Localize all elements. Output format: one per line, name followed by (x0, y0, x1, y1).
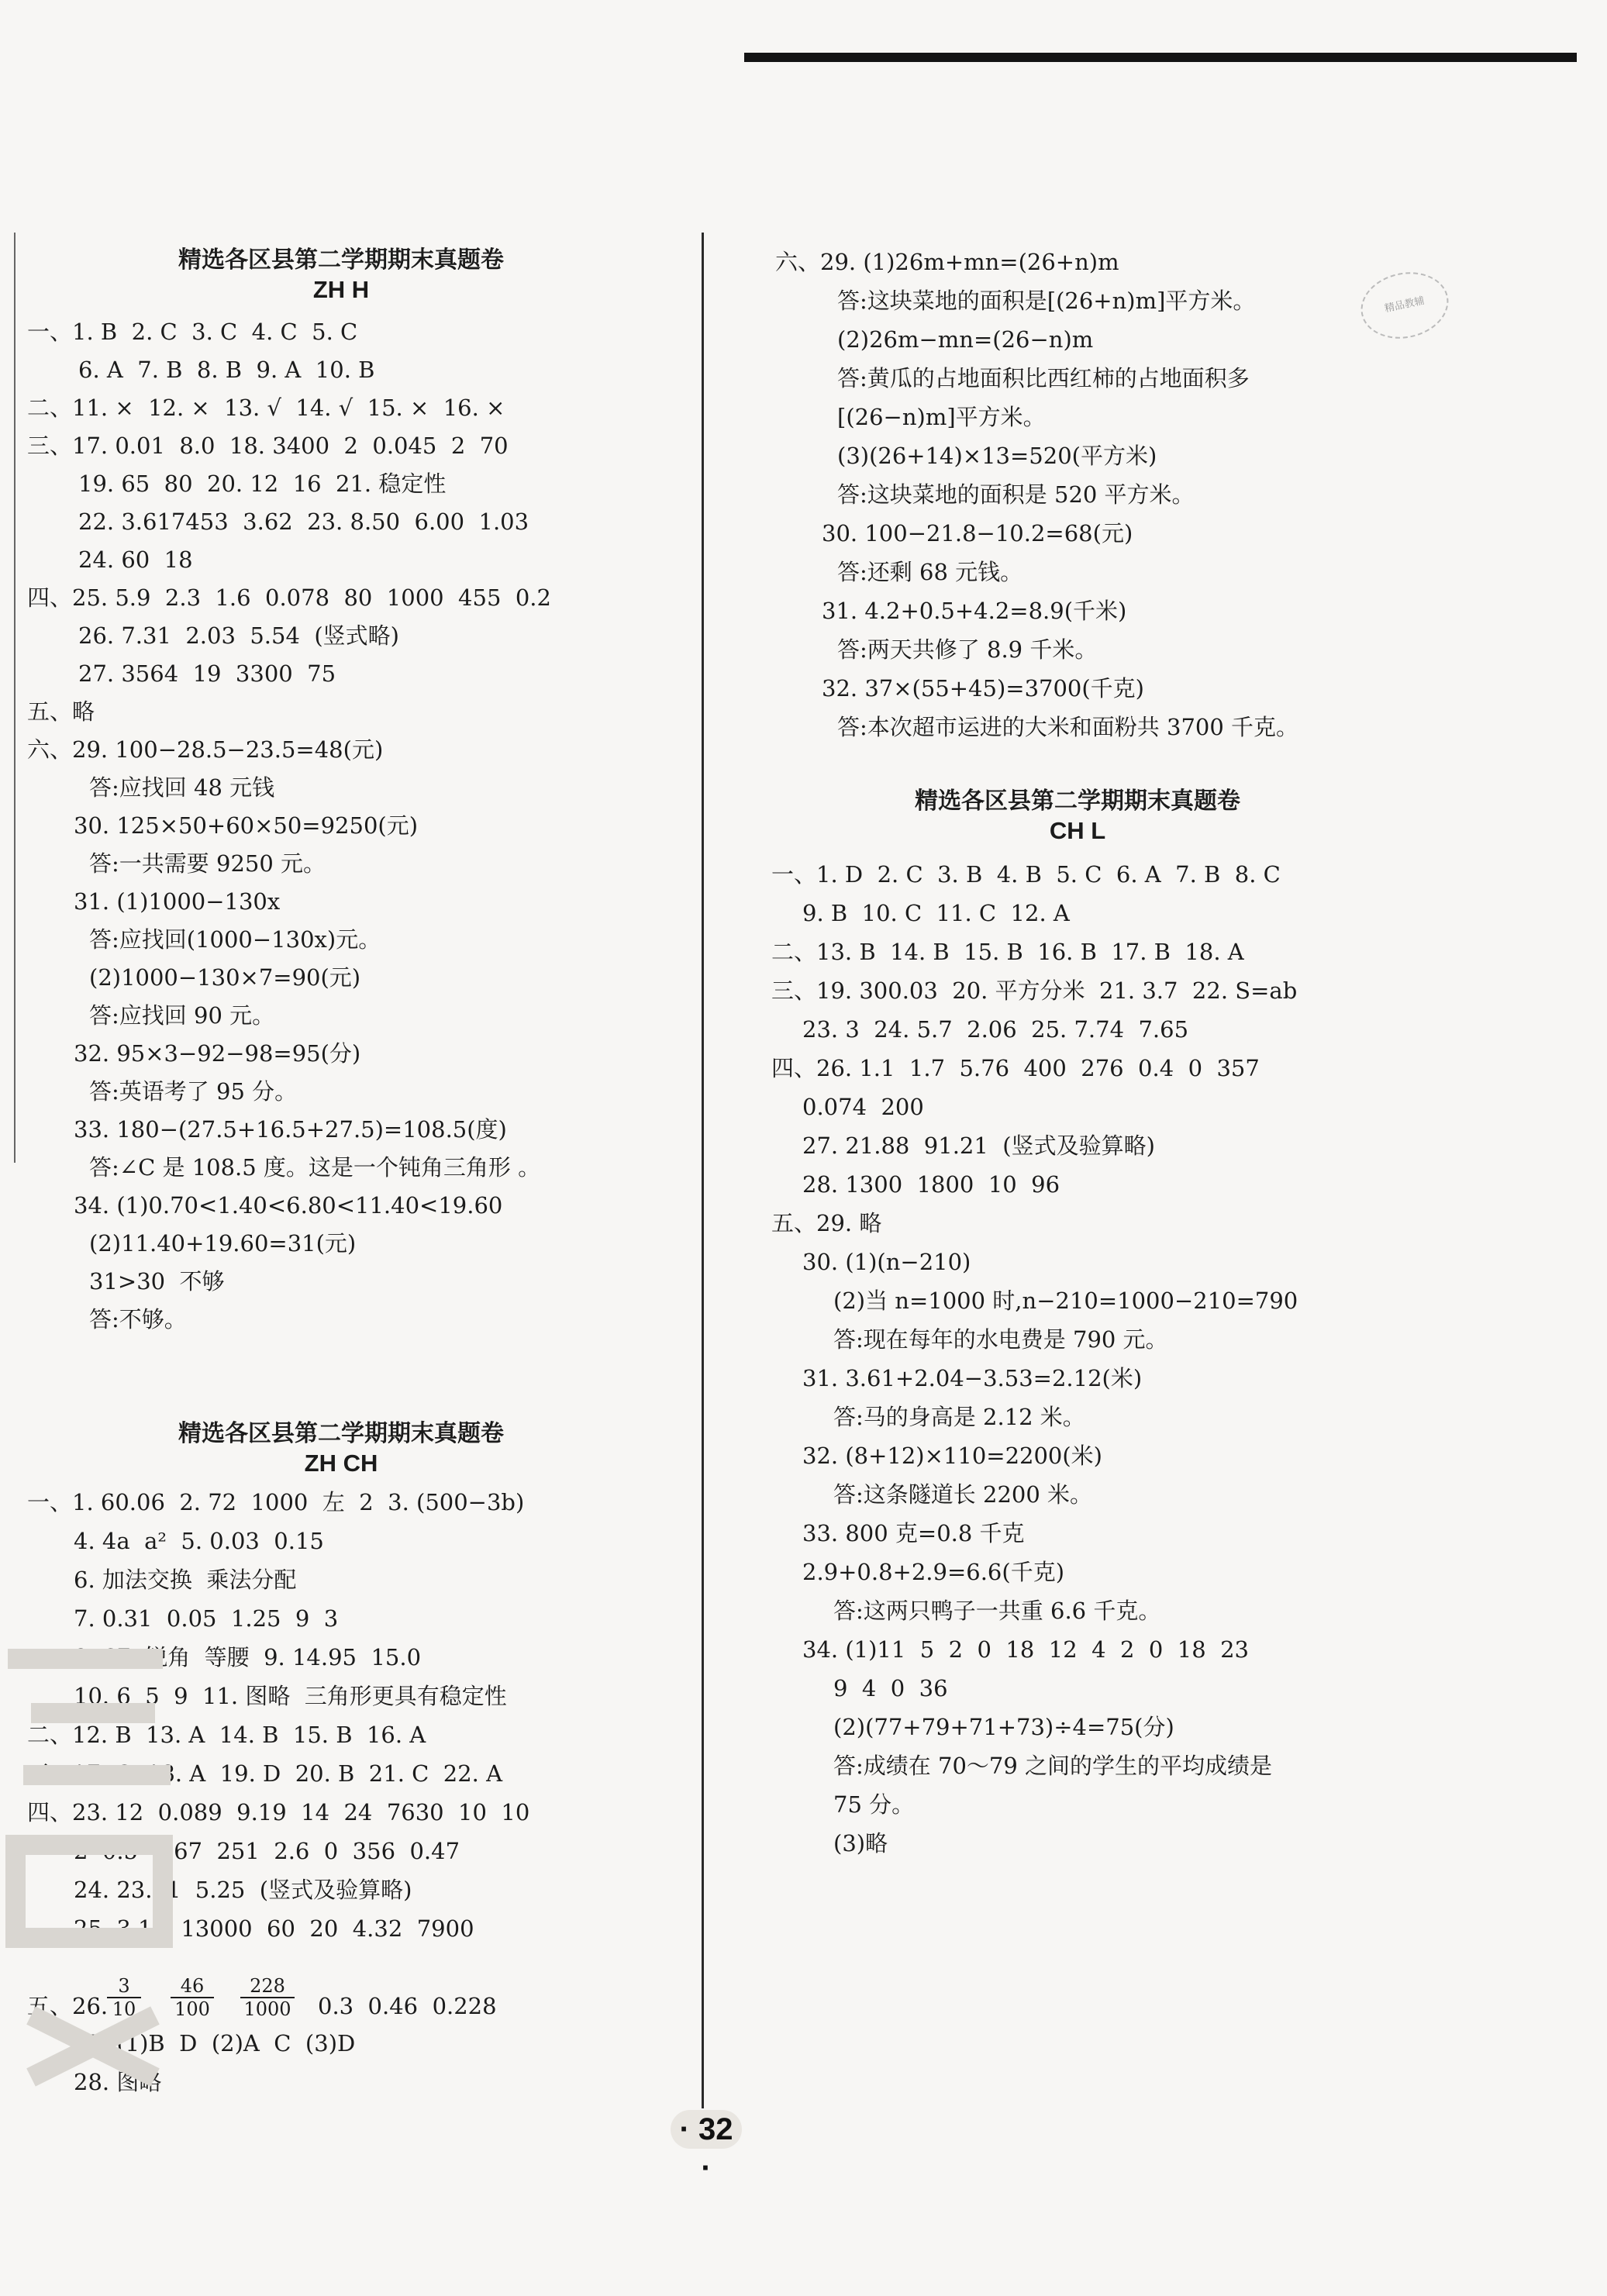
answer-line: 32. (8+12)×110=2200(米) (802, 1443, 1102, 1469)
answer-line: 五、29. 略 (771, 1210, 882, 1236)
answer-line: 四、23. 12 0.089 9.19 14 24 7630 10 10 (27, 1799, 530, 1825)
answer-line: 答:这条隧道长 2200 米。 (833, 1481, 1093, 1508)
answer-line: 答:还剩 68 元钱。 (837, 559, 1023, 585)
answer-line: 答:应找回 90 元。 (89, 1002, 275, 1029)
answer-line: 三、17. C 18. A 19. D 20. B 21. C 22. A (27, 1760, 503, 1787)
answer-line: 30. 125×50+60×50=9250(元) (74, 812, 419, 839)
answer-line: 答:本次超市运进的大米和面粉共 3700 千克。 (837, 714, 1299, 740)
answer-line: [(26−n)m]平方米。 (837, 404, 1046, 430)
answer-line: 24. 60 18 (78, 546, 193, 573)
answer-line: (2)当 n=1000 时,n−210=1000−210=790 (833, 1288, 1298, 1314)
answer-line: 二、12. B 13. A 14. B 15. B 16. A (27, 1722, 426, 1748)
stamp-text: 精品教辅 (1383, 295, 1426, 315)
answer-line: 34. (1)0.70<1.40<6.80<11.40<19.60 (74, 1192, 503, 1219)
answer-line: 23. 3 24. 5.7 2.06 25. 7.74 7.65 (802, 1016, 1189, 1043)
answer-line: 26. 7.31 2.03 5.54 (竖式略) (78, 622, 399, 649)
answer-line: 答:两天共修了 8.9 千米。 (837, 636, 1098, 663)
section-heading-ch-l: 精选各区县第二学期期末真题卷 (915, 788, 1240, 815)
answer-line: 19. 65 80 20. 12 16 21. 稳定性 (78, 471, 447, 497)
fraction-numerator: 228 (240, 1975, 295, 1998)
answer-line: 31. (1)1000−130x (74, 888, 281, 915)
answer-line: 答:这块菜地的面积是 520 平方米。 (837, 481, 1195, 508)
answer-line: 30. (1)(n−210) (802, 1249, 971, 1275)
answer-line: 四、25. 5.9 2.3 1.6 0.078 80 1000 455 0.2 (27, 584, 551, 611)
answer-line: 一、1. D 2. C 3. B 4. B 5. C 6. A 7. B 8. C (771, 861, 1281, 888)
answer-line: 34. (1)11 5 2 0 18 12 4 2 0 18 23 (802, 1636, 1249, 1663)
answer-line: 一、1. 60.06 2. 72 1000 左 2 3. (500−3b) (27, 1489, 525, 1515)
answer-line: 27. (1)B D (2)A C (3)D (74, 2030, 356, 2056)
q26-fraction-3 (240, 1975, 295, 2020)
section-code-ch-l: CH L (1049, 817, 1106, 844)
answer-line: (2)1000−130×7=90(元) (89, 964, 361, 991)
faded-watermark-graphic (0, 1612, 178, 2108)
answer-line: 二、13. B 14. B 15. B 16. B 17. B 18. A (771, 939, 1244, 965)
answer-line: 22. 3.617453 3.62 23. 8.50 6.00 1.03 (78, 508, 529, 535)
q26-decimals: 0.3 0.46 0.228 (318, 1993, 497, 2019)
answer-line: 30. 100−21.8−10.2=68(元) (822, 520, 1133, 546)
answer-line: 答:不够。 (89, 1306, 187, 1332)
answer-line: 24. 23.91 5.25 (竖式及验算略) (74, 1877, 412, 1903)
left-edge-rule (14, 233, 16, 1163)
answer-line: 五、略 (27, 698, 95, 725)
answer-line: 答:应找回(1000−130x)元。 (89, 926, 381, 953)
answer-line: (3)(26+14)×13=520(平方米) (837, 443, 1157, 469)
answer-line: 三、19. 300.03 20. 平方分米 21. 3.7 22. S=ab (771, 977, 1298, 1004)
section-code-zh-ch: ZH CH (304, 1450, 378, 1477)
answer-line: 28. 图略 (74, 2069, 162, 2095)
column-divider (702, 233, 704, 2108)
fraction-denominator: 100 (174, 1998, 210, 2020)
answer-line: 答:现在每年的水电费是 790 元。 (833, 1326, 1168, 1353)
answer-line: 2.9+0.8+2.9=6.6(千克) (802, 1559, 1065, 1585)
answer-line: 31. 4.2+0.5+4.2=8.9(千米) (822, 598, 1127, 624)
answer-line: 答:英语考了 95 分。 (89, 1078, 298, 1105)
stamp-watermark (1355, 264, 1455, 346)
answer-line: 答:黄瓜的占地面积比西红柿的占地面积多 (837, 365, 1250, 391)
answer-line: 六、29. (1)26m+mn=(26+n)m (775, 249, 1119, 275)
answer-line: 33. 180−(27.5+16.5+27.5)=108.5(度) (74, 1116, 507, 1143)
answer-line: 32. 37×(55+45)=3700(千克) (822, 675, 1144, 702)
answer-line: 33. 800 克=0.8 千克 (802, 1520, 1025, 1546)
answer-line: 答:一共需要 9250 元。 (89, 850, 326, 877)
answer-line: 31. 3.61+2.04−3.53=2.12(米) (802, 1365, 1143, 1391)
answer-line: 28. 1300 1800 10 96 (802, 1171, 1060, 1198)
answer-line: 10. 6 5 9 11. 图略 三角形更具有稳定性 (74, 1683, 507, 1709)
answer-line: 31>30 不够 (89, 1268, 225, 1295)
answer-line: 2 0.5 3.67 251 2.6 0 356 0.47 (74, 1838, 460, 1864)
fraction-numerator: 46 (171, 1975, 214, 1998)
answer-line: 答:应找回 48 元钱 (89, 774, 275, 801)
answer-line: (2)26m−mn=(26−n)m (837, 326, 1094, 353)
top-rule (744, 53, 1577, 62)
answer-line: 6. A 7. B 8. B 9. A 10. B (78, 357, 375, 383)
answer-line: 7. 0.31 0.05 1.25 9 3 (74, 1605, 339, 1632)
q26-prefix: 五、26. (27, 1993, 109, 2019)
answer-line: 三、17. 0.01 8.0 18. 3400 2 0.045 2 70 (27, 433, 509, 459)
fraction-denominator: 1000 (243, 1998, 291, 2020)
section-heading-zh-ch: 精选各区县第二学期期末真题卷 (178, 1420, 504, 1447)
answer-line: 0.074 200 (802, 1094, 924, 1120)
answer-line: 6. 加法交换 乘法分配 (74, 1567, 297, 1593)
answer-line: 二、11. × 12. × 13. √ 14. √ 15. × 16. × (27, 395, 505, 421)
answer-line: 一、1. B 2. C 3. C 4. C 5. C (27, 319, 358, 345)
fraction-numerator: 3 (107, 1975, 141, 1998)
answer-line: 27. 21.88 91.21 (竖式及验算略) (802, 1132, 1155, 1159)
answer-line: 答:这两只鸭子一共重 6.6 千克。 (833, 1598, 1161, 1624)
page-number: · 32 · (671, 2110, 742, 2149)
answer-line: 答:这块菜地的面积是[(26+n)m]平方米。 (837, 288, 1256, 314)
answer-line: 答:马的身高是 2.12 米。 (833, 1404, 1085, 1430)
section-heading-zh-h: 精选各区县第二学期期末真题卷 (178, 246, 504, 274)
answer-line: 27. 3564 19 3300 75 (78, 660, 336, 687)
fraction-denominator: 10 (112, 1998, 136, 2020)
answer-line: 答:成绩在 70～79 之间的学生的平均成绩是 (833, 1753, 1273, 1779)
answer-line: 四、26. 1.1 1.7 5.76 400 276 0.4 0 357 (771, 1055, 1260, 1081)
answer-line: 32. 95×3−92−98=95(分) (74, 1040, 361, 1067)
answer-line: 4. 4a a² 5. 0.03 0.15 (74, 1528, 324, 1554)
section-code-zh-h: ZH H (312, 276, 370, 303)
answer-line: 75 分。 (833, 1791, 915, 1818)
answer-line: (2)11.40+19.60=31(元) (89, 1230, 357, 1257)
answer-line: 9 4 0 36 (833, 1675, 948, 1701)
answer-line: 25. 3.16 13000 60 20 4.32 7900 (74, 1915, 474, 1942)
answer-line: 答:∠C 是 108.5 度。这是一个钝角三角形 。 (89, 1154, 541, 1181)
answer-line: (3)略 (833, 1830, 888, 1856)
answer-line: 六、29. 100−28.5−23.5=48(元) (27, 736, 384, 763)
answer-line: (2)(77+79+71+73)÷4=75(分) (833, 1714, 1174, 1740)
answer-line: 8. 67 锐角 等腰 9. 14.95 15.0 (74, 1644, 422, 1670)
answer-line: 9. B 10. C 11. C 12. A (802, 900, 1070, 926)
